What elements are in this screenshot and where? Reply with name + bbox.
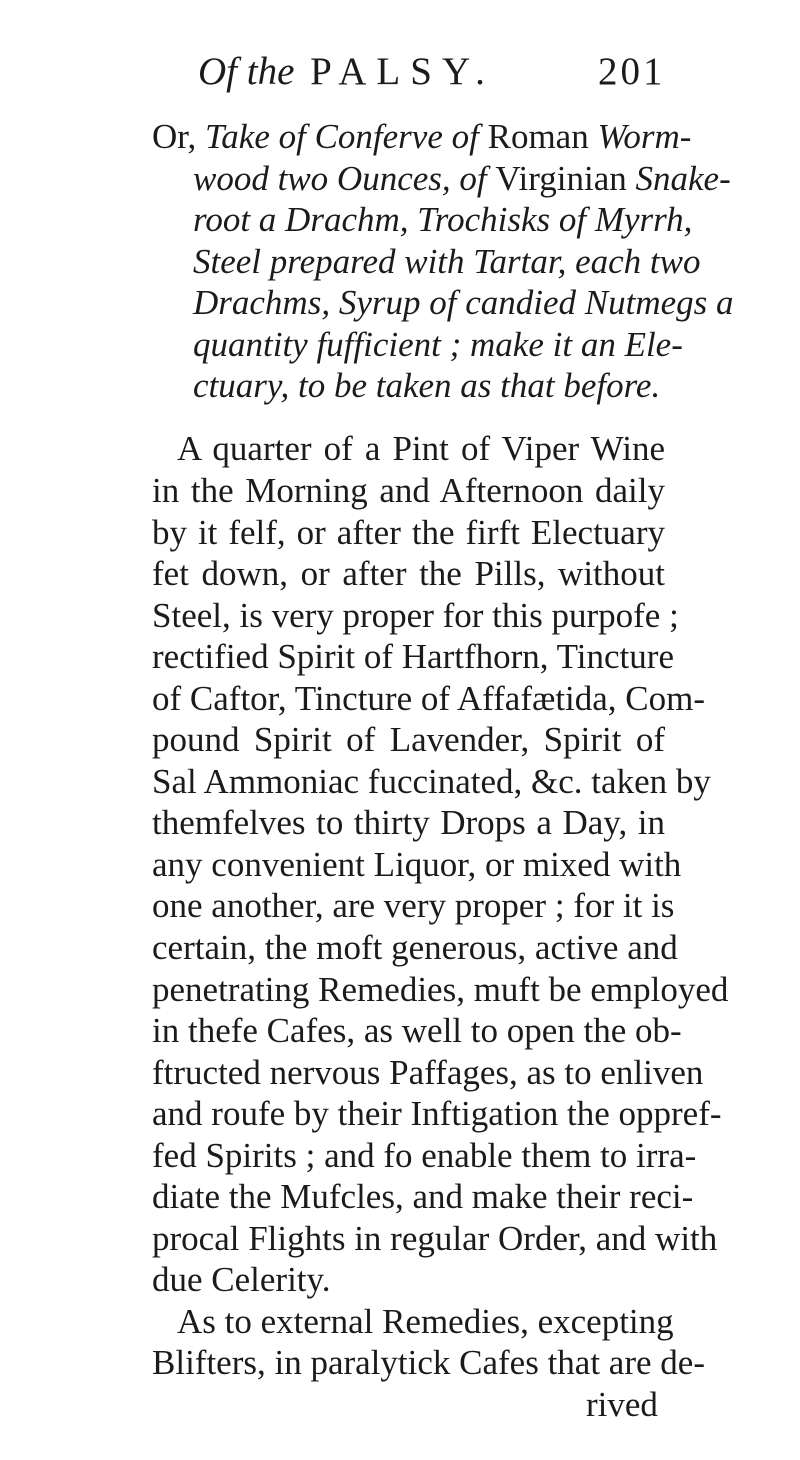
text-line: ftructed nervous Paffages, as to enliven: [152, 1053, 704, 1092]
text-line: of Caftor, Tincture of Affafætida, Com-: [152, 679, 706, 718]
text-line: in thefe Cafes, as well to open the ob-: [152, 1011, 682, 1050]
text-line: penetrating Remedies, muft be employed: [152, 970, 729, 1009]
recipe-line: quantity fufficient ; make it an Ele-: [193, 325, 683, 364]
recipe-line: Drachms, Syrup of candied Nutmegs a: [193, 283, 734, 322]
text-line: by it felf, or after the firft Electuary: [152, 513, 665, 552]
text-line: fet down, or after the Pills, without: [152, 554, 665, 593]
recipe-line: Steel prepared with Tartar, each two: [193, 242, 701, 281]
text-line: As to external Remedies, excepting: [177, 1302, 674, 1341]
text-line: one another, are very proper ; for it is: [152, 886, 675, 925]
text-line: in the Morning and Afternoon daily: [152, 471, 665, 510]
text-line: Blifters, in paralytick Cafes that are de-: [152, 1343, 705, 1382]
catchword: rived: [586, 1385, 658, 1424]
text-line: certain, the moft generous, active and: [152, 928, 678, 967]
text-line: procal Flights in regular Order, and with: [152, 1219, 718, 1258]
text-line: A quarter of a Pint of Viper Wine: [177, 429, 665, 468]
text-line: Steel, is very proper for this purpofe ;: [152, 596, 679, 635]
text-line: Sal Ammoniac fuccinated, &c. taken by: [152, 762, 711, 801]
text-line: pound Spirit of Lavender, Spirit of: [152, 720, 665, 759]
text-line: due Celerity.: [152, 1260, 331, 1299]
header-title-caps: PALSY.: [310, 50, 495, 93]
text-line: and roufe by their Inftigation the oppref-: [152, 1094, 722, 1133]
recipe-line: wood two Ounces, of Virginian Snake-: [193, 159, 731, 198]
header-title-italic: Of the: [198, 50, 295, 93]
text-line: rectified Spirit of Hartfhorn, Tincture: [152, 637, 674, 676]
running-header: [198, 44, 678, 100]
recipe-line: Or, Take of Conferve of Roman Worm-: [152, 117, 692, 156]
text-line: fed Spirits ; and fo enable them to irra-: [152, 1136, 697, 1175]
recipe-line: ctuary, to be taken as that before.: [193, 366, 661, 405]
page-number: 201: [598, 50, 666, 93]
text-line: themfelves to thirty Drops a Day, in: [152, 803, 665, 842]
text-line: any convenient Liquor, or mixed with: [152, 845, 682, 884]
recipe-line: root a Drachm, Trochisks of Myrrh,: [193, 200, 693, 239]
text-line: diate the Mufcles, and make their reci-: [152, 1177, 694, 1216]
